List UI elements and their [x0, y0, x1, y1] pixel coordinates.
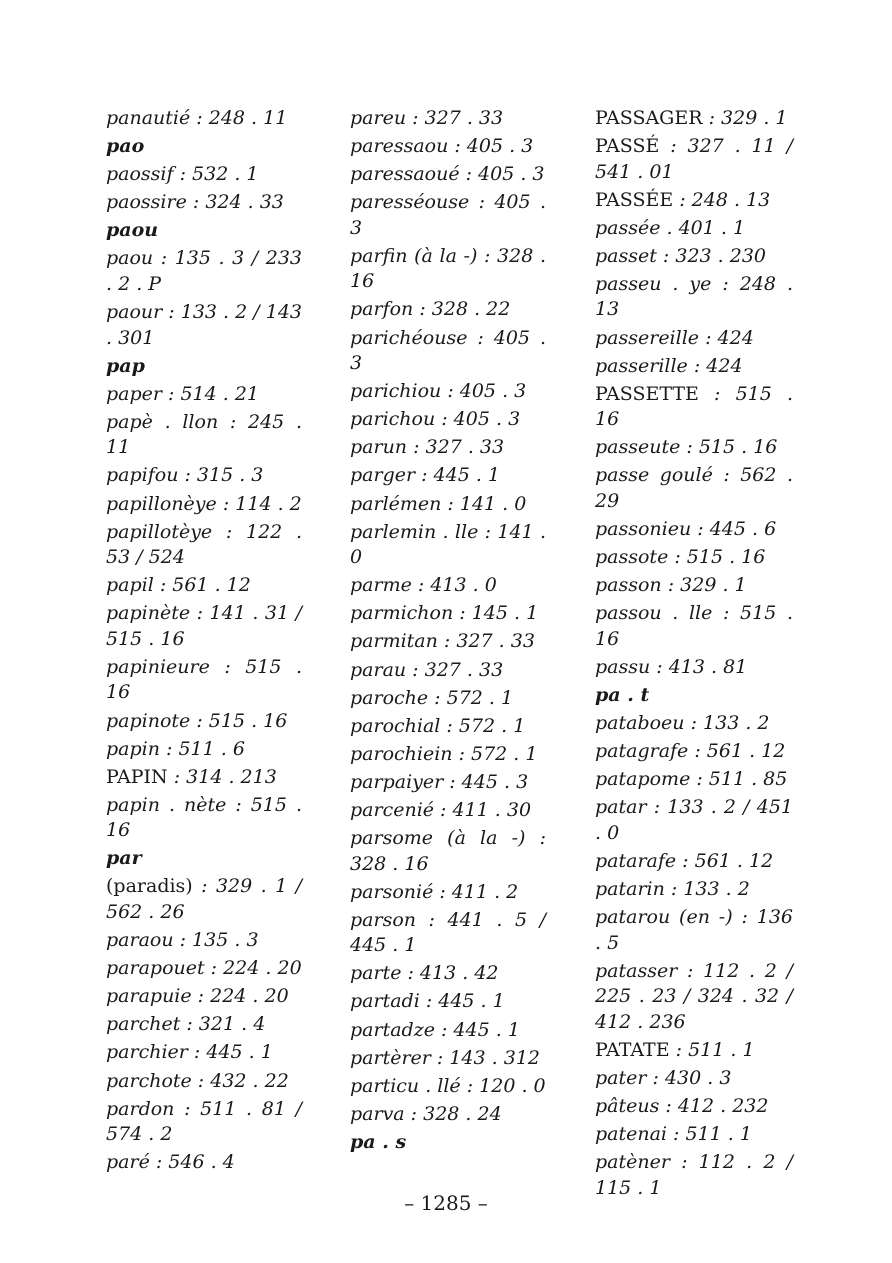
index-entry: pâteus : 412 . 232 [595, 1095, 769, 1118]
index-entry: pareu : 327 . 33 [350, 107, 504, 129]
index-entry [106, 874, 302, 925]
index-entry: partadi : 445 . 1 [350, 990, 505, 1013]
index-entry: patarin : 133 . 2 [595, 878, 750, 901]
index-entry: parochial : 572 . 1 [350, 714, 526, 737]
index-entry: parva : 328 . 24 [350, 1102, 502, 1125]
index-entry: patar : 133 . 2 / 451 . 0 [595, 796, 793, 844]
index-entry-reference: : 327 . 11 / 541 . 01 [595, 135, 793, 183]
index-entry-reference: : 314 . 213 [167, 765, 277, 788]
index-entry: papin . nète : 515 . 16 [106, 793, 302, 842]
index-entry: pater : 430 . 3 [595, 1066, 732, 1089]
index-entry-headword: PASSETTE [595, 382, 699, 405]
index-entry: papinète : 141 . 31 / 515 . 16 [106, 602, 302, 650]
index-section-heading: pa . s [350, 1130, 407, 1153]
index-entry: parsonié : 411 . 2 [350, 880, 519, 903]
index-entry: papillotèye : 122 . 53 / 524 [106, 520, 302, 569]
index-entry: paou : 135 . 3 / 233 . 2 . P [106, 247, 302, 295]
index-entry: paré : 546 . 4 [106, 1151, 235, 1174]
index-entry: parsome (à la -) : 328 . 16 [350, 827, 546, 875]
index-entry: parmitan : 327 . 33 [350, 630, 535, 653]
index-entry: paressaou : 405 . 3 [350, 135, 534, 158]
index-entry-headword: PASSÉE [595, 188, 674, 211]
index-entry: passonieu : 445 . 6 [595, 518, 777, 541]
index-entry: parfin (à la -) : 328 . 16 [350, 244, 546, 293]
index-entry: passerille : 424 [595, 354, 743, 377]
index-entry-reference: : 511 . 1 [669, 1038, 755, 1061]
index-entry: paossire : 324 . 33 [106, 191, 284, 214]
index-entry: parpaiyer : 445 . 3 [350, 770, 529, 793]
index-entry-headword: PASSÉ [595, 135, 660, 158]
index-column-3 [595, 106, 793, 1204]
index-entry [595, 106, 793, 132]
index-entry [106, 765, 302, 791]
index-entry: papè . llon : 245 . 11 [106, 410, 302, 459]
index-entry: pataboeu : 133 . 2 [595, 712, 770, 735]
index-entry: passereille : 424 [595, 326, 754, 349]
index-entry: passon : 329 . 1 [595, 574, 747, 597]
index-entry: panautié : 248 . 11 [106, 107, 288, 129]
index-entry: papifou : 315 . 3 [106, 464, 264, 487]
index-entry: patenai : 511 . 1 [595, 1123, 752, 1146]
index-entry: parger : 445 . 1 [350, 464, 501, 487]
index-entry: parchier : 445 . 1 [106, 1041, 273, 1064]
index-entry-headword: PASSAGER [595, 107, 703, 129]
index-entry [595, 188, 793, 214]
index-section-heading: pap [106, 354, 145, 377]
index-entry: parmichon : 145 . 1 [350, 602, 539, 625]
index-entry: patarafe : 561 . 12 [595, 849, 774, 872]
index-entry: paroche : 572 . 1 [350, 686, 514, 709]
index-entry: patasser : 112 . 2 / 225 . 23 / 324 . 32 / 412 . 236 [595, 959, 793, 1033]
index-entry: paper : 514 . 21 [106, 382, 260, 405]
index-entry: passe goulé : 562 . 29 [595, 464, 793, 512]
index-entry: patapome : 511 . 85 [595, 768, 788, 791]
index-section-heading: par [106, 847, 142, 870]
index-entry: parun : 327 . 33 [350, 436, 505, 459]
index-entry [595, 134, 793, 185]
index-entry: passote : 515 . 16 [595, 546, 766, 569]
index-section-heading: paou [106, 219, 159, 242]
index-entry: parchote : 432 . 22 [106, 1069, 289, 1092]
index-entry: parichéouse : 405 . 3 [350, 326, 546, 375]
index-entry-reference: : 329 . 1 / 562 . 26 [106, 875, 302, 923]
index-column-1 [106, 106, 302, 1178]
index-entry: passou . lle : 515 . 16 [595, 602, 793, 650]
index-entry: parlémen : 141 . 0 [350, 492, 527, 515]
index-entry: parau : 327 . 33 [350, 658, 504, 681]
index-entry: parichiou : 405 . 3 [350, 380, 527, 403]
index-entry: parme : 413 . 0 [350, 574, 497, 597]
index-entry: paraou : 135 . 3 [106, 929, 259, 952]
index-entry: papillonèye : 114 . 2 [106, 492, 302, 515]
page-number: – 1285 – [404, 1191, 488, 1215]
index-entry: papinieure : 515 . 16 [106, 655, 302, 704]
index-entry: paossif : 532 . 1 [106, 163, 259, 186]
index-entry: paresséouse : 405 . 3 [350, 191, 546, 239]
index-entry: particu . llé : 120 . 0 [350, 1074, 546, 1097]
index-entry: parte : 413 . 42 [350, 962, 499, 985]
index-entry: pardon : 511 . 81 / 574 . 2 [106, 1097, 302, 1146]
index-entry: paour : 133 . 2 / 143 . 301 [106, 301, 302, 349]
index-entry: paressaoué : 405 . 3 [350, 163, 545, 186]
index-entry: papinote : 515 . 16 [106, 709, 288, 732]
index-entry: passeu . ye : 248 . 13 [595, 272, 793, 321]
index-entry: passet : 323 . 230 [595, 244, 766, 267]
index-entry [595, 382, 793, 433]
index-entry: parchet : 321 . 4 [106, 1013, 266, 1036]
index-entry: parcenié : 411 . 30 [350, 798, 532, 821]
index-column-2 [350, 106, 546, 1158]
index-entry: parfon : 328 . 22 [350, 298, 511, 321]
index-entry-headword: PAPIN [106, 765, 168, 788]
index-entry [595, 1038, 793, 1064]
index-entry: parapouet : 224 . 20 [106, 957, 302, 980]
index-entry: passée . 401 . 1 [595, 216, 746, 239]
index-entry: patèner : 112 . 2 / 115 . 1 [595, 1151, 793, 1199]
index-entry: patagrafe : 561 . 12 [595, 740, 786, 763]
index-entry: parlemin . lle : 141 . 0 [350, 520, 546, 569]
index-entry: parapuie : 224 . 20 [106, 985, 289, 1008]
index-entry: partadze : 445 . 1 [350, 1018, 520, 1041]
index-entry-headword: PATATE [595, 1038, 670, 1061]
index-section-heading: pao [106, 135, 145, 158]
index-entry: parson : 441 . 5 / 445 . 1 [350, 908, 546, 957]
index-entry: parochiein : 572 . 1 [350, 742, 538, 765]
index-section-heading: pa . t [595, 684, 650, 706]
index-entry: papin : 511 . 6 [106, 737, 245, 760]
index-entry-reference: : 515 . 16 [595, 382, 793, 431]
index-entry: papil : 561 . 12 [106, 574, 251, 597]
index-entry: passeute : 515 . 16 [595, 436, 778, 459]
index-entry-reference: : 248 . 13 [673, 188, 771, 211]
index-entry-reference: : 329 . 1 [702, 107, 788, 129]
index-entry: parichou : 405 . 3 [350, 408, 521, 431]
index-entry: patarou (en -) : 136 . 5 [595, 906, 793, 954]
index-entry: passu : 413 . 81 [595, 655, 748, 678]
index-entry: partèrer : 143 . 312 [350, 1046, 540, 1069]
index-entry-headword: (paradis) [106, 875, 193, 898]
